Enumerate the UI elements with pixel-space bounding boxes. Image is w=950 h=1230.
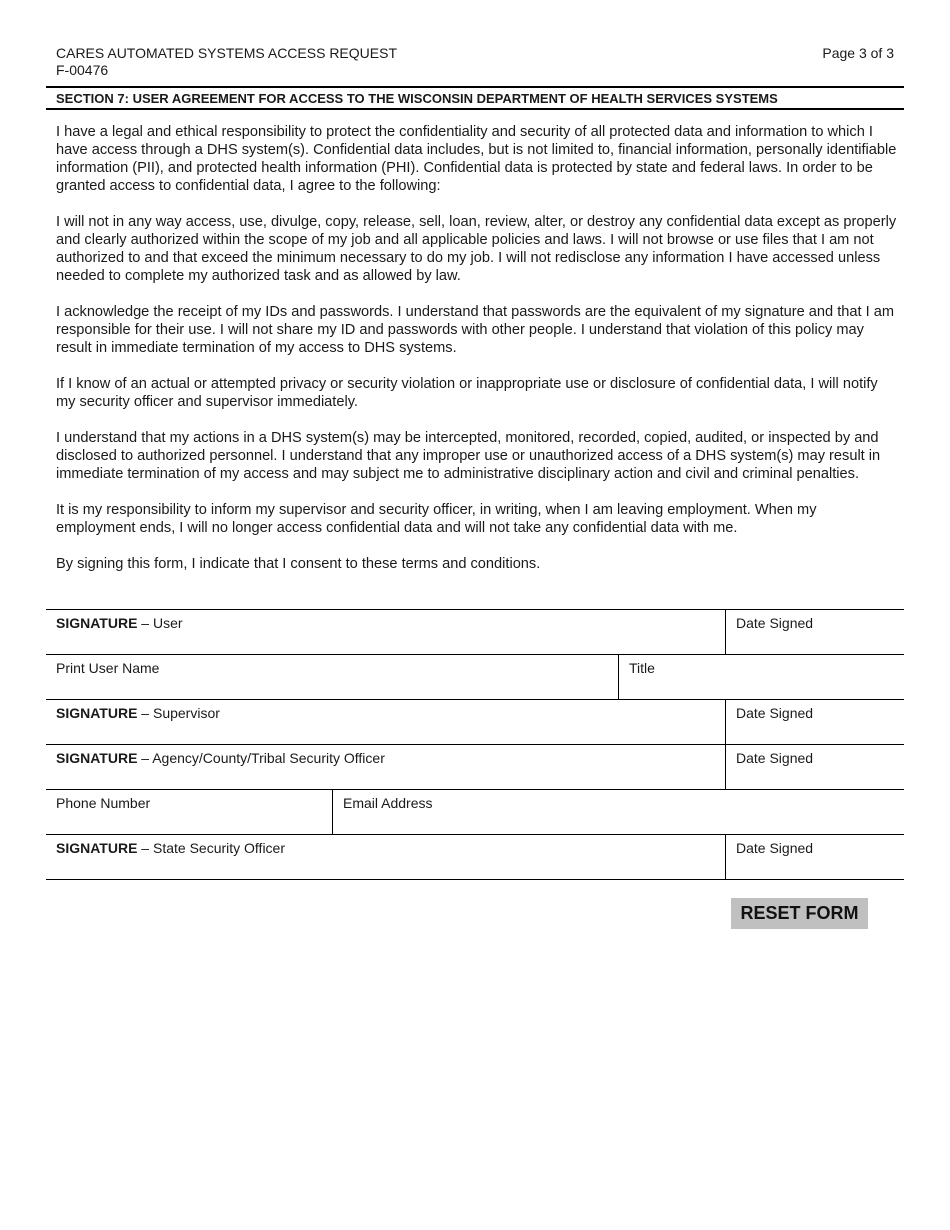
supervisor-signature-row: [46, 699, 904, 744]
print-user-name-field[interactable]: [46, 655, 618, 699]
form-header: [56, 45, 397, 79]
reset-form-button[interactable]: RESET FORM: [731, 898, 868, 929]
print-user-name-label: Print User Name: [56, 660, 160, 676]
agency-signature-row: [46, 744, 904, 789]
form-number: F-00476: [56, 62, 109, 78]
signature-label: SIGNATURE: [56, 705, 138, 721]
user-signature-field[interactable]: [46, 610, 725, 654]
paragraph: I understand that my actions in a DHS system(s) may be intercepted, monitored, recorded, copied, audited, or inspected by and disclosed to authorized personnel. I understand that any improper use or unauthorized access of a DHS system(s) may result in immediate termination of my access and may subject me to administrative disciplinary action and civil and criminal penalties.: [56, 430, 881, 482]
email-address-field[interactable]: [332, 790, 904, 834]
phone-number-label: Phone Number: [56, 795, 151, 811]
user-name-row: [46, 654, 904, 699]
paragraph: I have a legal and ethical responsibility to protect the confidentiality and security of all protected data and information to which I have access through a DHS system(s). Confidential data includes, but is not limited to, financial information, personally identifiable information (PII), and protected health information (PHI). Confidential data is protected by state and federal laws. In order to be granted access to confidential data, I agree to the following:: [56, 124, 897, 194]
agency-signature-label: – Agency/County/Tribal Security Officer: [137, 750, 385, 766]
paragraph: I will not in any way access, use, divulge, copy, release, sell, loan, review, alter, or destroy any confidential data except as properly and clearly authorized within the scope of my job and all applicable policies and laws. I will not browse or use files that I am not authorized to and that exceed the minimum necessary to do my job. I will not redisclose any information I have accessed unless needed to complete my authorized task and as allowed by law.: [56, 214, 897, 284]
user-signature-label: – User: [137, 615, 183, 631]
section-title: SECTION 7: USER AGREEMENT FOR ACCESS TO THE WISCONSIN DEPARTMENT OF HEALTH SERVICES SYSTEMS: [56, 91, 778, 106]
supervisor-signature-field[interactable]: [46, 700, 725, 744]
title-field[interactable]: [618, 655, 904, 699]
page-number: Page 3 of 3: [822, 45, 894, 61]
email-address-label: Email Address: [343, 795, 433, 811]
date-signed-label: Date Signed: [736, 615, 814, 631]
supervisor-signature-label: – Supervisor: [137, 705, 220, 721]
agreement-text: [56, 123, 898, 591]
signature-label: SIGNATURE: [56, 840, 138, 856]
signature-label: SIGNATURE: [56, 750, 138, 766]
state-signature-row: [46, 834, 904, 880]
state-signature-label: – State Security Officer: [137, 840, 286, 856]
agency-date-signed-field[interactable]: [725, 745, 904, 789]
paragraph: By signing this form, I indicate that I consent to these terms and conditions.: [56, 556, 541, 572]
paragraph: If I know of an actual or attempted privacy or security violation or inappropriate use or disclosure of confidential data, I will notify my security officer and supervisor immediately.: [56, 376, 878, 410]
paragraph: I acknowledge the receipt of my IDs and passwords. I understand that passwords are the equivalent of my signature and that I am responsible for their use. I will not share my ID and passwords with other people. I understand that violation of this policy may result in immediate termination of my access to DHS systems.: [56, 304, 894, 356]
title-label: Title: [629, 660, 655, 676]
user-signature-row: [46, 609, 904, 654]
signature-grid: [46, 609, 904, 880]
signature-label: SIGNATURE: [56, 615, 138, 631]
supervisor-date-signed-field[interactable]: [725, 700, 904, 744]
date-signed-label: Date Signed: [736, 840, 814, 856]
phone-number-field[interactable]: [46, 790, 332, 834]
paragraph: It is my responsibility to inform my supervisor and security officer, in writing, when I am leaving employment. When my employment ends, I will no longer access confidential data and will not take any confidential data with me.: [56, 502, 817, 536]
user-date-signed-field[interactable]: [725, 610, 904, 654]
contact-row: [46, 789, 904, 834]
date-signed-label: Date Signed: [736, 750, 814, 766]
section-header: [46, 86, 904, 110]
form-title: CARES AUTOMATED SYSTEMS ACCESS REQUEST: [56, 45, 397, 61]
state-signature-field[interactable]: [46, 835, 725, 879]
state-date-signed-field[interactable]: [725, 835, 904, 879]
agency-signature-field[interactable]: [46, 745, 725, 789]
date-signed-label: Date Signed: [736, 705, 814, 721]
